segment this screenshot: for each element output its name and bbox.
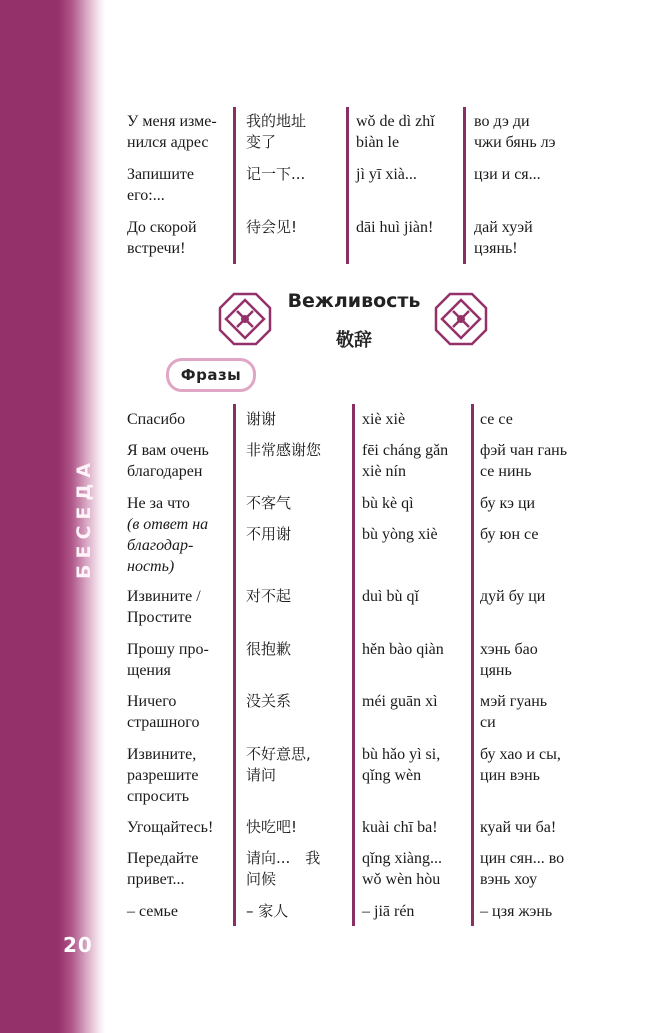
chinese-cell: 记一下... (246, 165, 306, 183)
chinese-cell: 不好意思, 请问 (246, 745, 311, 784)
translit-cell: фэй чан гань се нинь (480, 442, 568, 480)
chinese-cell: 对不起 (246, 587, 292, 605)
chinese-cell: 我的地址 变了 (246, 112, 307, 151)
pinyin-cell: – jiā rén (362, 903, 415, 920)
pinyin-cell: xiè xiè (362, 411, 406, 428)
chinese-cell: 没关系 (246, 692, 292, 710)
column-divider (471, 404, 474, 926)
translit-cell: дай хуэй цзянь! (474, 219, 533, 257)
russian-cell: Прошу про- щения (127, 641, 209, 679)
russian-cell: Извините, разрешите спросить (127, 746, 199, 805)
translit-cell: – цзя жэнь (480, 903, 553, 920)
chinese-cell: 谢谢 (246, 410, 277, 428)
russian-cell: Не за что (в ответ на благодар- ность) (127, 495, 209, 575)
pinyin-cell: wǒ de dì zhǐ biàn le (356, 113, 435, 151)
pinyin-cell: dāi huì jiàn! (356, 219, 434, 236)
page-number: 20 (63, 933, 93, 957)
chinese-cell: 不客气 不用谢 (246, 494, 292, 543)
translit-cell: куай чи ба! (480, 819, 557, 836)
chinese-cell: 非常感谢您 (246, 441, 322, 459)
translit-cell: цин сян... во вэнь хоу (480, 850, 565, 888)
russian-cell: Извините / Простите (127, 588, 201, 626)
russian-cell: До скорой встречи! (127, 219, 197, 257)
russian-cell: Угощайтесь! (127, 819, 214, 836)
pinyin-cell: fēi cháng gǎn xiè nín (362, 442, 449, 480)
russian-cell: Ничего страшного (127, 693, 200, 731)
phrases-badge: Фразы (166, 358, 256, 392)
chinese-cell: 快吃吧! (246, 818, 298, 836)
pinyin-cell: hěn bào qiàn (362, 641, 444, 658)
chinese-cell: 待会见! (246, 218, 298, 236)
russian-cell: – семье (127, 903, 178, 920)
russian-cell: Передайте привет... (127, 850, 199, 888)
russian-cell: У меня изме- нился адрес (127, 113, 217, 151)
translit-cell: цзи и ся... (474, 166, 541, 183)
translit-cell: бу хао и сы, цин вэнь (480, 746, 561, 784)
translit-cell: се се (480, 411, 513, 428)
heading-chinese: 敬辞 (336, 330, 372, 351)
pinyin-cell: duì bù qǐ (362, 588, 419, 605)
pinyin-cell: méi guān xì (362, 693, 438, 710)
pinyin-cell: jì yī xià... (356, 166, 417, 183)
translit-cell: хэнь бао цянь (480, 641, 538, 679)
russian-cell: Запишите его:... (127, 166, 195, 204)
section-title: БЕСЕДА (73, 456, 96, 579)
translit-cell: во дэ ди чжи бянь лэ (474, 113, 556, 151)
heading-title: Вежливость (287, 290, 421, 312)
translit-cell: мэй гуань си (480, 693, 548, 731)
pinyin-cell: bù kè qì bù yòng xiè (362, 495, 438, 543)
octagon-ornament-icon (434, 292, 488, 346)
section-tab (72, 455, 96, 580)
pinyin-cell: kuài chī ba! (362, 819, 438, 836)
russian-cell: Я вам очень благодарен (127, 442, 209, 480)
pinyin-cell: qǐng xiàng... wǒ wèn hòu (362, 850, 442, 888)
translit-cell: бу кэ ци бу юн се (480, 495, 539, 543)
section-heading (218, 288, 490, 351)
chinese-cell: 很抱歉 (246, 640, 292, 658)
russian-cell: Спасибо (127, 411, 186, 428)
translit-cell: дуй бу ци (480, 588, 546, 605)
pinyin-cell: bù hǎo yì si, qǐng wèn (362, 746, 441, 784)
chinese-cell: – 家人 (246, 902, 289, 920)
octagon-ornament-icon (218, 292, 272, 346)
chinese-cell: 请向... 我 问候 (246, 849, 321, 888)
